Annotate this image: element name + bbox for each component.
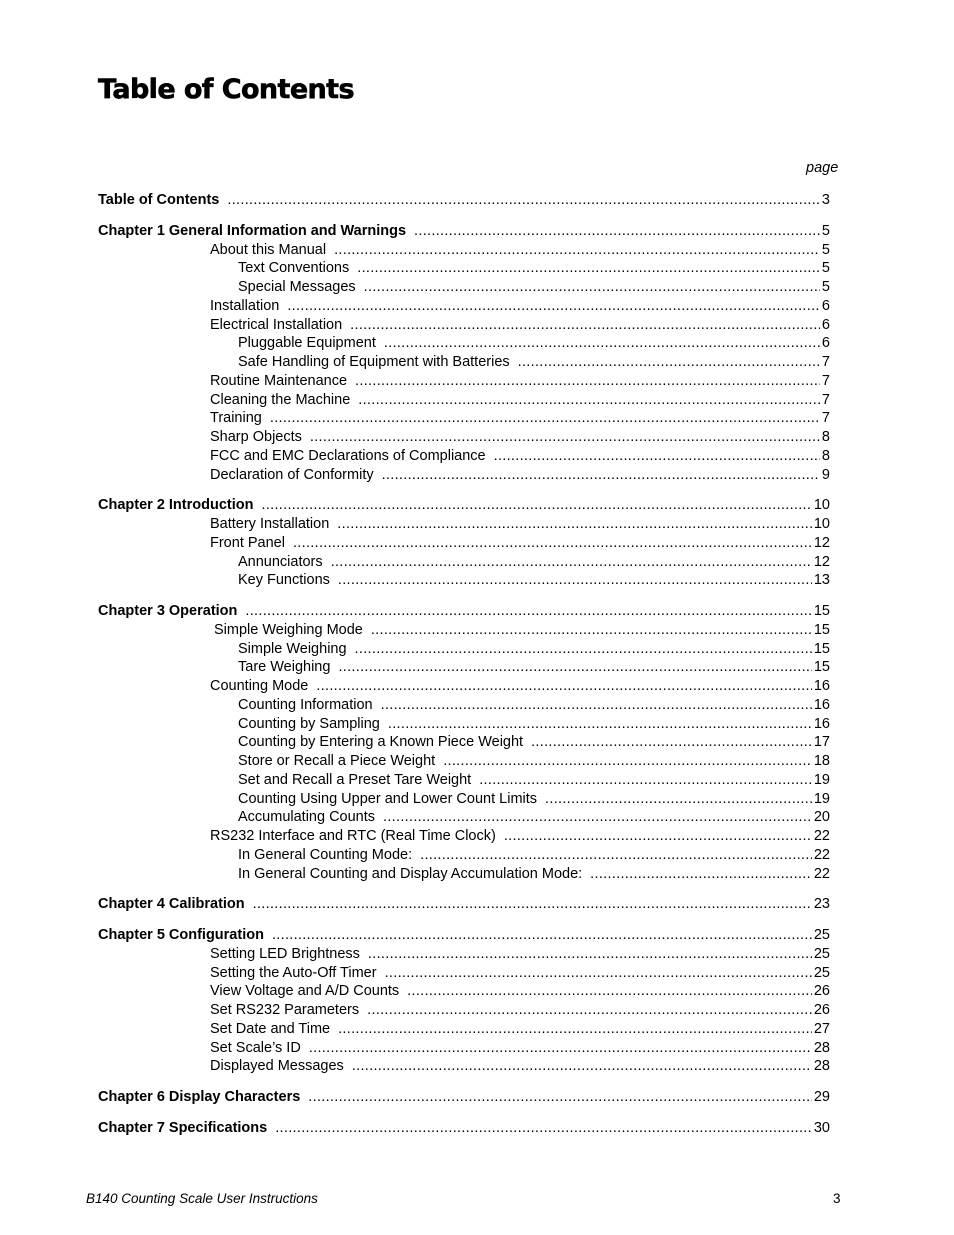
toc-entry[interactable] xyxy=(210,240,830,260)
toc-entry-page-number: 5 xyxy=(821,241,830,258)
toc-entry[interactable] xyxy=(210,1019,830,1039)
toc-entry-label: Counting by Entering a Known Piece Weight xyxy=(238,734,524,751)
toc-entry[interactable] xyxy=(210,826,830,846)
toc-entry[interactable] xyxy=(210,676,830,696)
toc-entry-page-number: 6 xyxy=(821,335,830,352)
toc-entry-page-number: 16 xyxy=(813,715,830,732)
toc-entry-label: Accumulating Counts xyxy=(238,809,376,826)
toc-entry-label: Chapter 6 Display Characters xyxy=(98,1089,301,1105)
toc-entry-page-number: 19 xyxy=(813,790,830,807)
toc-entry[interactable] xyxy=(238,570,830,590)
toc-entry-label: Set Scale’s ID xyxy=(210,1039,301,1056)
dot-leader xyxy=(338,570,812,590)
toc-entry[interactable] xyxy=(98,601,830,621)
toc-entry-page-number: 28 xyxy=(813,1039,830,1056)
toc-entry[interactable] xyxy=(98,221,830,241)
toc-entry-label: Training xyxy=(210,410,262,427)
toc-entry-page-number: 5 xyxy=(821,279,830,295)
toc-entry[interactable] xyxy=(238,714,830,734)
toc-entry-label: Chapter 1 General Information and Warnings xyxy=(98,222,407,239)
dot-leader xyxy=(287,296,820,316)
toc-entry[interactable] xyxy=(210,296,830,316)
toc-entry[interactable] xyxy=(210,981,830,1001)
toc-entry-page-number: 20 xyxy=(813,809,830,826)
toc-entry-page-number: 13 xyxy=(813,572,830,589)
toc-entry[interactable] xyxy=(98,894,830,914)
toc-entry-page-number: 8 xyxy=(821,429,830,445)
toc-entry[interactable] xyxy=(98,495,830,515)
toc-entry-page-number: 22 xyxy=(813,828,830,844)
dot-leader xyxy=(479,770,812,790)
toc-entry-page-number: 12 xyxy=(813,534,830,551)
dot-leader xyxy=(338,1019,812,1039)
toc-entry-page-number: 12 xyxy=(813,553,830,570)
toc-entry[interactable] xyxy=(238,732,830,752)
toc-entry-page-number: 23 xyxy=(813,896,830,913)
toc-entry-label: Counting Information xyxy=(238,696,373,713)
dot-leader xyxy=(310,427,820,447)
toc-entry-label: RS232 Interface and RTC (Real Time Clock) xyxy=(210,828,496,844)
dot-leader xyxy=(381,695,812,715)
toc-entry[interactable] xyxy=(238,258,830,278)
dot-leader xyxy=(334,240,820,260)
toc-entry-label: Set and Recall a Preset Tare Weight xyxy=(238,771,472,788)
page-title: Table of Contents xyxy=(98,74,354,105)
toc-entry-label: In General Counting Mode: xyxy=(238,846,413,863)
toc-entry[interactable] xyxy=(210,963,830,983)
toc-entry-page-number: 17 xyxy=(813,734,830,751)
toc-entry-label: Battery Installation xyxy=(210,516,330,532)
toc-entry-page-number: 26 xyxy=(813,1002,830,1018)
toc-entry-page-number: 16 xyxy=(813,696,830,713)
toc-entry-page-number: 18 xyxy=(813,753,830,769)
toc-entry[interactable] xyxy=(238,352,830,372)
toc-entry[interactable] xyxy=(210,315,830,335)
toc-entry-label: Chapter 3 Operation xyxy=(98,603,238,619)
toc-entry-page-number: 5 xyxy=(821,260,830,277)
toc-entry-label: Installation xyxy=(210,297,280,314)
toc-entry-page-number: 7 xyxy=(821,372,830,389)
toc-entry[interactable] xyxy=(98,190,830,210)
toc-entry[interactable] xyxy=(238,807,830,827)
toc-entry-label: Counting by Sampling xyxy=(238,715,380,732)
page-column-label: page xyxy=(806,160,839,176)
dot-leader xyxy=(384,333,820,353)
dot-leader xyxy=(272,925,812,945)
toc-entry-label: Chapter 7 Specifications xyxy=(98,1119,268,1136)
toc-entry-page-number: 9 xyxy=(821,466,830,483)
dot-leader xyxy=(270,408,820,428)
dot-leader xyxy=(414,221,820,241)
toc-entry[interactable] xyxy=(210,408,830,428)
toc-entry-page-number: 25 xyxy=(813,927,830,943)
toc-entry-label: Text Conventions xyxy=(238,260,350,277)
toc-entry[interactable] xyxy=(98,1118,830,1138)
toc-entry-label: Electrical Installation xyxy=(210,316,343,333)
dot-leader xyxy=(337,514,812,534)
toc-entry-label: Chapter 4 Calibration xyxy=(98,896,245,913)
toc-entry-page-number: 10 xyxy=(813,516,830,532)
dot-leader xyxy=(275,1118,812,1138)
toc-entry-label: Simple Weighing Mode xyxy=(214,621,363,638)
toc-entry-page-number: 7 xyxy=(821,391,830,408)
toc-entry-label: Tare Weighing xyxy=(238,659,331,676)
toc-entry-label: In General Counting and Display Accumulation Mode: xyxy=(238,865,583,882)
dot-leader xyxy=(545,789,812,809)
toc-entry[interactable] xyxy=(238,864,830,884)
toc-entry-label: Set RS232 Parameters xyxy=(210,1002,360,1018)
dot-leader xyxy=(368,944,812,964)
toc-entry-label: View Voltage and A/D Counts xyxy=(210,983,400,1000)
toc-entry[interactable] xyxy=(238,552,830,572)
dot-leader xyxy=(364,277,820,297)
toc-entry-label: About this Manual xyxy=(210,241,327,258)
toc-entry-label: Cleaning the Machine xyxy=(210,391,351,408)
toc-entry-page-number: 8 xyxy=(821,447,830,464)
dot-leader xyxy=(338,657,811,677)
footer-page-number: 3 xyxy=(833,1191,841,1206)
dot-leader xyxy=(253,894,812,914)
dot-leader xyxy=(261,495,811,515)
toc-entry[interactable] xyxy=(98,925,830,945)
dot-leader xyxy=(316,676,812,696)
toc-entry[interactable] xyxy=(210,533,830,553)
dot-leader xyxy=(358,390,820,410)
toc-entry-label: Table of Contents xyxy=(98,192,220,208)
toc-entry-page-number: 6 xyxy=(821,297,830,314)
toc-entry[interactable] xyxy=(210,1038,830,1058)
toc-entry[interactable] xyxy=(210,1000,830,1020)
toc-entry-label: Setting LED Brightness xyxy=(210,945,360,962)
dot-leader xyxy=(357,258,820,278)
toc-entry[interactable] xyxy=(210,514,830,534)
toc-entry-label: Chapter 2 Introduction xyxy=(98,497,254,514)
toc-entry-label: Store or Recall a Piece Weight xyxy=(238,753,436,769)
dot-leader xyxy=(227,190,820,210)
toc-entry-label: Pluggable Equipment xyxy=(238,335,376,352)
toc-entry-page-number: 19 xyxy=(813,771,830,788)
toc-entry-label: Safe Handling of Equipment with Batteries xyxy=(238,354,510,370)
dot-leader xyxy=(309,1038,812,1058)
toc-entry-label: Setting the Auto-Off Timer xyxy=(210,964,377,981)
toc-entry[interactable] xyxy=(210,371,830,391)
toc-entry-label: Counting Using Upper and Lower Count Limits xyxy=(238,790,538,807)
dot-leader xyxy=(308,1087,812,1107)
toc-entry-label: Chapter 5 Configuration xyxy=(98,927,264,943)
toc-entry-page-number: 30 xyxy=(813,1119,830,1136)
toc-entry[interactable] xyxy=(214,620,830,640)
toc-entry-label: Routine Maintenance xyxy=(210,372,348,389)
toc-entry-page-number: 26 xyxy=(813,983,830,1000)
dot-leader xyxy=(590,864,812,884)
toc-entry-page-number: 15 xyxy=(813,659,830,676)
toc-entry[interactable] xyxy=(238,845,830,865)
dot-leader xyxy=(350,315,820,335)
toc-entry-page-number: 25 xyxy=(813,945,830,962)
dot-leader xyxy=(504,826,812,846)
toc-entry-page-number: 25 xyxy=(813,964,830,981)
toc-entry[interactable] xyxy=(98,1087,830,1107)
toc-entry-page-number: 15 xyxy=(813,621,830,638)
toc-entry-label: Key Functions xyxy=(238,572,330,589)
toc-entry-label: Simple Weighing xyxy=(238,640,347,657)
toc-entry[interactable] xyxy=(210,427,830,447)
dot-leader xyxy=(352,1056,812,1076)
toc-entry[interactable] xyxy=(238,789,830,809)
dot-leader xyxy=(420,845,812,865)
toc-entry[interactable] xyxy=(238,657,830,677)
dot-leader xyxy=(245,601,811,621)
dot-leader xyxy=(371,620,812,640)
toc-entry[interactable] xyxy=(238,277,830,297)
toc-entry-page-number: 16 xyxy=(813,678,830,694)
toc-entry-label: Special Messages xyxy=(238,279,356,295)
toc-entry[interactable] xyxy=(210,446,830,466)
toc-entry-label: Displayed Messages xyxy=(210,1058,344,1075)
toc-entry-label: Counting Mode xyxy=(210,678,309,694)
toc-entry-page-number: 28 xyxy=(813,1058,830,1075)
toc-entry[interactable] xyxy=(238,770,830,790)
toc-entry-label: Sharp Objects xyxy=(210,429,302,445)
toc-entry-page-number: 22 xyxy=(813,865,830,882)
dot-leader xyxy=(367,1000,812,1020)
dot-leader xyxy=(355,371,820,391)
toc-entry-page-number: 10 xyxy=(813,497,830,514)
toc-entry-label: Annunciators xyxy=(238,553,323,570)
toc-entry[interactable] xyxy=(210,944,830,964)
toc-entry-label: FCC and EMC Declarations of Compliance xyxy=(210,447,486,464)
dot-leader xyxy=(355,639,812,659)
dot-leader xyxy=(331,552,812,572)
toc-entry-page-number: 6 xyxy=(821,316,830,333)
toc-entry[interactable] xyxy=(238,333,830,353)
toc-entry-label: Front Panel xyxy=(210,534,285,551)
dot-leader xyxy=(293,533,812,553)
dot-leader xyxy=(494,446,820,466)
footer-document-title: B140 Counting Scale User Instructions xyxy=(86,1191,318,1206)
toc-entry-page-number: 7 xyxy=(821,410,830,427)
toc-entry-page-number: 22 xyxy=(813,846,830,863)
dot-leader xyxy=(518,352,820,372)
toc-entry-page-number: 5 xyxy=(821,222,830,239)
toc-entry[interactable] xyxy=(238,695,830,715)
toc-entry-label: Declaration of Conformity xyxy=(210,466,374,483)
toc-entry-page-number: 29 xyxy=(813,1089,830,1105)
toc-entry-page-number: 15 xyxy=(813,640,830,657)
toc-entry-page-number: 15 xyxy=(813,603,830,619)
toc-entry-page-number: 3 xyxy=(821,192,830,208)
toc-entry-page-number: 7 xyxy=(821,354,830,370)
dot-leader xyxy=(382,465,820,485)
dot-leader xyxy=(443,751,812,771)
toc-entry[interactable] xyxy=(210,1056,830,1076)
toc-entry-page-number: 27 xyxy=(813,1020,830,1037)
toc-entry[interactable] xyxy=(238,639,830,659)
dot-leader xyxy=(388,714,812,734)
dot-leader xyxy=(385,963,812,983)
toc-entry[interactable] xyxy=(238,751,830,771)
dot-leader xyxy=(407,981,812,1001)
toc-entry-label: Set Date and Time xyxy=(210,1020,331,1037)
dot-leader xyxy=(383,807,812,827)
toc-entry[interactable] xyxy=(210,390,830,410)
toc-entry[interactable] xyxy=(210,465,830,485)
dot-leader xyxy=(531,732,812,752)
